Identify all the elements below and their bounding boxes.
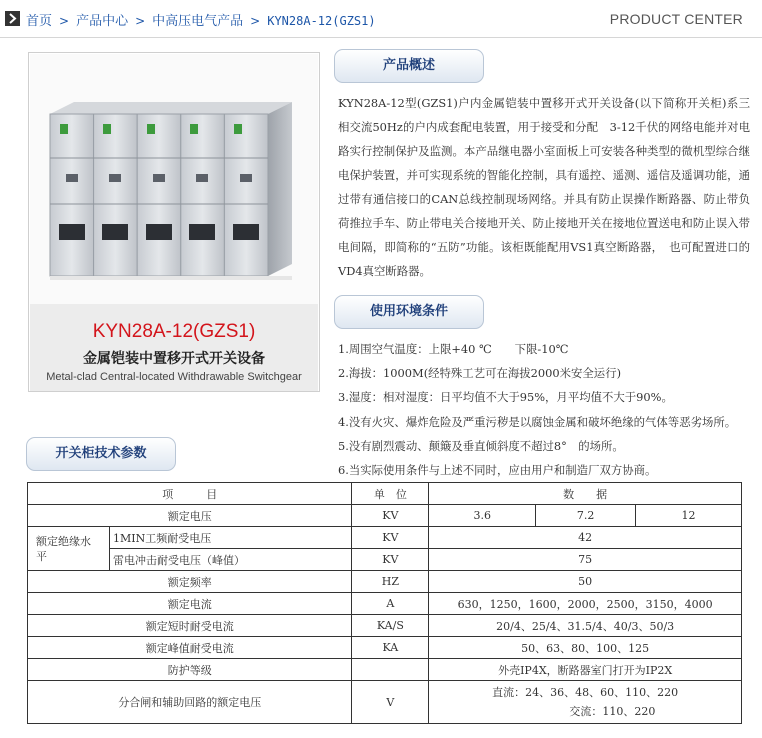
product-image-card bbox=[28, 52, 320, 392]
list-item: 4.没有火灾、爆炸危险及严重污秽是以腐蚀金属和破坏绝缘的气体等恶劣场所。 bbox=[338, 414, 737, 429]
breadcrumb-category-link[interactable]: 中高压电气产品 bbox=[152, 14, 244, 29]
row-label: 额定峰值耐受电流 bbox=[28, 637, 352, 659]
breadcrumb-separator: > bbox=[59, 14, 70, 28]
breadcrumb bbox=[26, 10, 376, 29]
header-data: 数 据 bbox=[429, 483, 742, 505]
table-row bbox=[28, 571, 742, 593]
overview-heading bbox=[334, 49, 484, 83]
product-model: KYN28A-12(GZS1) bbox=[92, 321, 256, 342]
row-label: 分合闸和辅助回路的额定电压 bbox=[28, 681, 352, 724]
row-label: 雷电冲击耐受电压（峰值） bbox=[109, 549, 351, 571]
header-unit: 单 位 bbox=[352, 483, 429, 505]
product-caption bbox=[30, 304, 318, 391]
row-value: 630，1250，1600，2000，2500，3150，4000 bbox=[429, 593, 742, 615]
row-value: 7.2 bbox=[536, 505, 636, 527]
list-item: 6.当实际使用条件与上述不同时，应由用户和制造厂双方协商。 bbox=[338, 462, 657, 477]
list-item: 3.湿度：相对湿度：日平均值不大于95%，月平均值不大于90%。 bbox=[338, 390, 673, 405]
row-unit bbox=[352, 659, 429, 681]
row-value: 20/4、25/4、31.5/4、40/3、50/3 bbox=[429, 615, 742, 637]
table-row bbox=[28, 659, 742, 681]
row-unit: KV bbox=[352, 505, 429, 527]
list-item: 1.周围空气温度：上限+40 ℃ 下限-10℃ bbox=[338, 342, 569, 356]
switchgear-image bbox=[30, 54, 318, 304]
overview-paragraph: KYN28A-12型(GZS1)户内金属铠装中置移开式开关设备(以下简称开关柜)系三相交流50Hz的户内成套配电装置，用于接受和分配 3-12千伏的网络电能并对电路实行控制保护及监测。本产品继电器小室面板上可安装各种类型的微机型综合继电保护装置，并可实现系统的智能化控制，具有遥控、遥测、遥信及遥调功能，通过带有通信接口的CAN总线控制现场网络。并具有防止误操作断路器、防止带负荷推拉手车、防止带电关合接地开关、防止接地开关在接地位置送电和防止误入带电间隔，即简称的“五防”功能。该柜既能配用VS1真空断路器， 也可配置进口的VD4真空断路器。 bbox=[338, 96, 750, 278]
insulation-group-label bbox=[28, 527, 110, 571]
environment-list bbox=[338, 337, 758, 482]
row-label: 额定电流 bbox=[28, 593, 352, 615]
list-item: 2.海拔：1000M(经特殊工艺可在海拔2000米安全运行) bbox=[338, 366, 622, 381]
row-unit: HZ bbox=[352, 571, 429, 593]
insulation-group-text: 额定绝缘水平 bbox=[36, 534, 91, 563]
table-row bbox=[28, 505, 742, 527]
row-unit: KA/S bbox=[352, 615, 429, 637]
table-row bbox=[28, 615, 742, 637]
table-row bbox=[28, 681, 742, 724]
row-unit: KV bbox=[352, 527, 429, 549]
row-label: 防护等级 bbox=[28, 659, 352, 681]
table-row bbox=[28, 527, 742, 549]
row-unit: KA bbox=[352, 637, 429, 659]
breadcrumb-product-center-link[interactable]: 产品中心 bbox=[76, 14, 129, 29]
row-value: 75 bbox=[429, 549, 742, 571]
spec-table bbox=[27, 482, 742, 724]
breadcrumb-separator: > bbox=[135, 14, 146, 28]
row-unit: V bbox=[352, 681, 429, 724]
row-unit: KV bbox=[352, 549, 429, 571]
row-value: 50、63、80、100、125 bbox=[429, 637, 742, 659]
row-value: 42 bbox=[429, 527, 742, 549]
list-item: 5.没有剧烈震动、颠簸及垂直倾斜度不超过8° 的场所。 bbox=[338, 438, 624, 453]
table-row bbox=[28, 549, 742, 571]
section-title: PRODUCT CENTER bbox=[609, 11, 743, 27]
product-name-cn: 金属铠装中置移开式开关设备 bbox=[83, 351, 265, 367]
aux-ac-value: 交流：110、220 bbox=[569, 705, 656, 718]
aux-dc-value: 直流：24、36、48、60、110、220 bbox=[492, 686, 679, 699]
specs-heading-text: 开关柜技术参数 bbox=[55, 446, 147, 461]
row-value: 50 bbox=[429, 571, 742, 593]
header-item: 项 目 bbox=[28, 483, 352, 505]
row-value: 外壳IP4X，断路器室门打开为IP2X bbox=[429, 659, 742, 681]
breadcrumb-current: KYN28A-12(GZS1) bbox=[267, 14, 376, 28]
row-value: 12 bbox=[636, 505, 742, 527]
row-value: 3.6 bbox=[429, 505, 536, 527]
breadcrumb-separator: > bbox=[250, 14, 261, 28]
environment-heading bbox=[334, 295, 484, 329]
product-name-en: Metal-clad Central-located Withdrawable Switchgear bbox=[46, 371, 302, 383]
row-unit: A bbox=[352, 593, 429, 615]
breadcrumb-home-link[interactable]: 首页 bbox=[26, 14, 53, 29]
chevron-right-icon bbox=[5, 11, 20, 26]
table-row bbox=[28, 483, 742, 505]
table-row bbox=[28, 593, 742, 615]
row-value-multi bbox=[429, 681, 742, 724]
table-row bbox=[28, 637, 742, 659]
specs-heading bbox=[26, 437, 176, 471]
row-label: 1MIN工频耐受电压 bbox=[109, 527, 351, 549]
overview-heading-text: 产品概述 bbox=[382, 58, 435, 73]
environment-heading-text: 使用环境条件 bbox=[369, 304, 448, 319]
row-label: 额定电压 bbox=[28, 505, 352, 527]
row-label: 额定频率 bbox=[28, 571, 352, 593]
breadcrumb-bar bbox=[0, 0, 762, 38]
row-label: 额定短时耐受电流 bbox=[28, 615, 352, 637]
